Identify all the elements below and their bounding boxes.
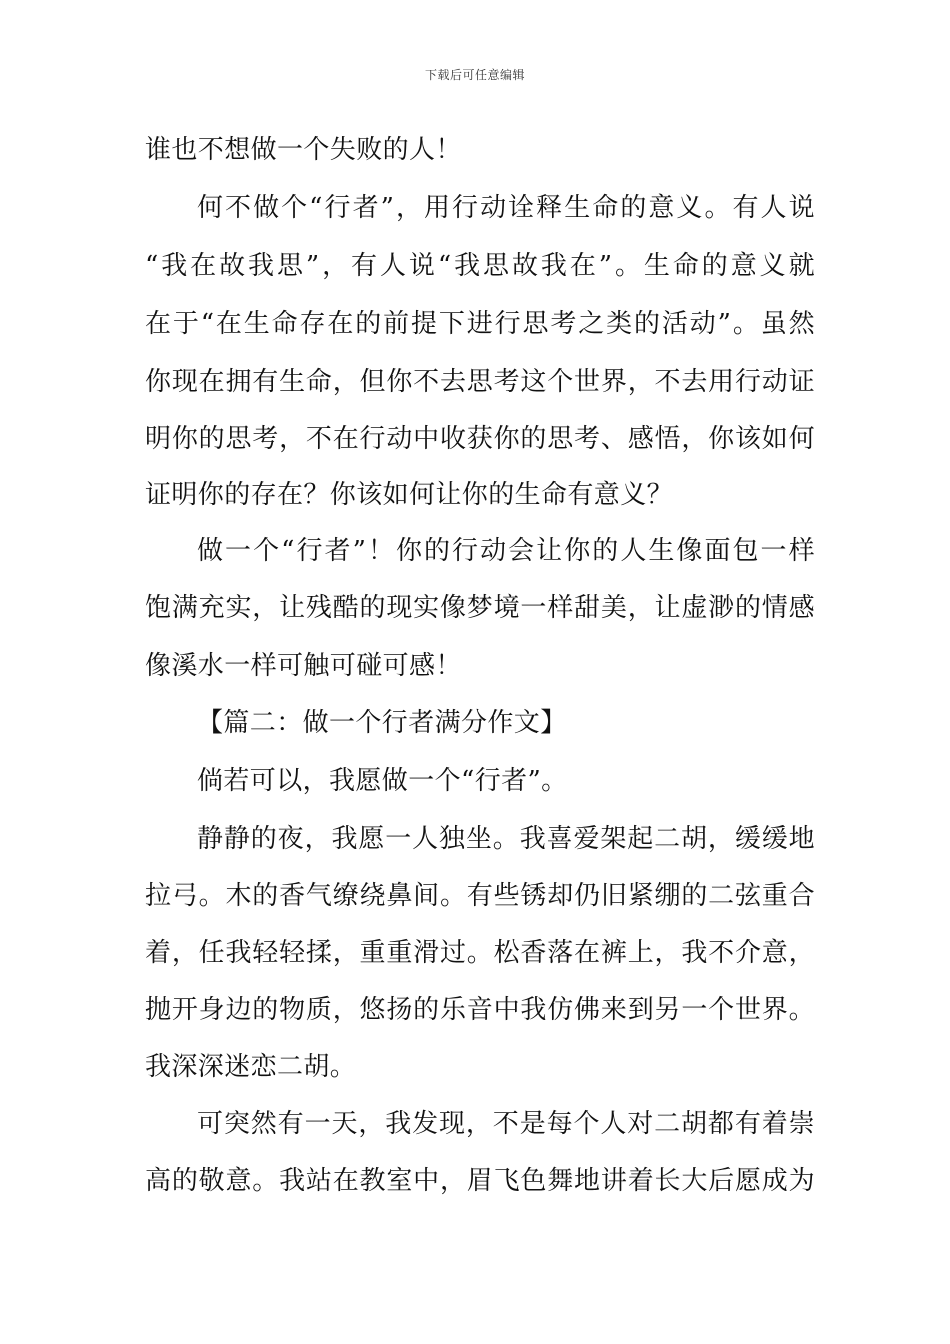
text-line: 做一个“行者”！你的行动会让你的人生像面包一样 — [197, 536, 815, 566]
text-line: 抛开身边的物质，悠扬的乐音中我仿佛来到另一个世界。 — [145, 995, 815, 1025]
text-line: 高的敬意。我站在教室中，眉飞色舞地讲着长大后愿成为 — [145, 1166, 815, 1196]
text-line: 倘若可以，我愿做一个“行者”。 — [197, 766, 568, 796]
text-line: 我深深迷恋二胡。 — [145, 1052, 357, 1082]
text-line: 明你的思考，不在行动中收获你的思考、感悟，你该如何 — [145, 424, 815, 454]
text-line: 着，任我轻轻揉，重重滑过。松香落在裤上，我不介意， — [145, 938, 815, 968]
text-line: “我在故我思”，有人说“我思故我在”。生命的意义就 — [145, 251, 815, 281]
text-line: 何不做个“行者”，用行动诠释生命的意义。有人说 — [197, 193, 815, 223]
text-line: 像溪水一样可触可碰可感！ — [145, 651, 462, 681]
text-line: 证明你的存在？你该如何让你的生命有意义？ — [145, 480, 674, 510]
text-line: 饱满充实，让残酷的现实像梦境一样甜美，让虚渺的情感 — [145, 593, 815, 623]
text-line: 可突然有一天，我发现，不是每个人对二胡都有着崇 — [197, 1109, 815, 1139]
text-line: 静静的夜，我愿一人独坐。我喜爱架起二胡，缓缓地 — [197, 824, 815, 854]
page-header-note: 下载后可任意编辑 — [424, 68, 525, 82]
text-line: 谁也不想做一个失败的人！ — [145, 135, 462, 165]
text-line: 在于“在生命存在的前提下进行思考之类的活动”。虽然 — [145, 309, 815, 339]
section-heading: 【篇二：做一个行者满分作文】 — [197, 708, 567, 738]
text-line: 拉弓。木的香气缭绕鼻间。有些锈却仍旧紧绷的二弦重合 — [145, 881, 815, 911]
text-line: 你现在拥有生命，但你不去思考这个世界，不去用行动证 — [145, 367, 815, 397]
